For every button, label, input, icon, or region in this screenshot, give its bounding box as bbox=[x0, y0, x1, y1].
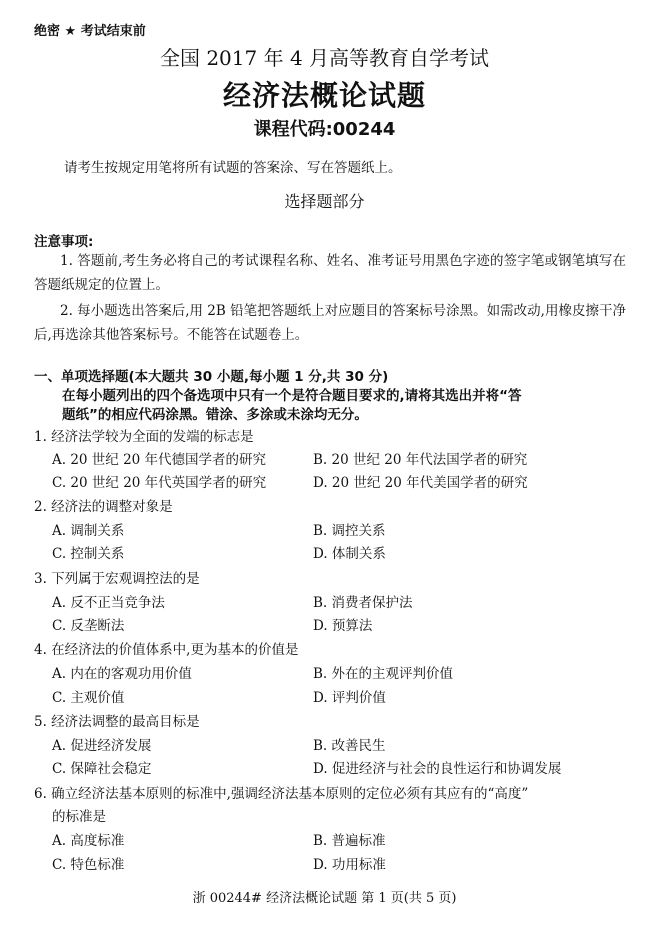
section-heading: 选择题部分 bbox=[284, 192, 365, 211]
question-stem: 5. 经济法调整的最高目标是 bbox=[34, 714, 200, 730]
exam-line: 全国 2017 年 4 月高等教育自学考试 bbox=[159, 46, 490, 70]
part-heading: 一、单项选择题(本大题共 30 小题,每小题 1 分,共 30 分) bbox=[34, 369, 389, 385]
secret-label: 绝密 ★ 考试结束前 bbox=[34, 24, 146, 39]
question-stem: 2. 经济法的调整对象是 bbox=[34, 499, 173, 515]
option-c: C. 主观价值 bbox=[52, 690, 125, 706]
paper-title: 经济法概论试题 bbox=[222, 79, 426, 112]
option-b: B. 消费者保护法 bbox=[313, 595, 413, 611]
question-stem: 1. 经济法学较为全面的发端的标志是 bbox=[34, 429, 254, 445]
option-a: A. 调制关系 bbox=[52, 523, 125, 539]
option-b: B. 调控关系 bbox=[313, 523, 386, 539]
question-stem: 3. 下列属于宏观调控法的是 bbox=[34, 571, 200, 587]
option-a: A. 反不正当竞争法 bbox=[52, 595, 165, 611]
question-stem: 6. 确立经济法基本原则的标准中,强调经济法基本原则的定位必须有其应有的“高度” bbox=[34, 786, 529, 802]
option-d: D. 20 世纪 20 年代美国学者的研究 bbox=[313, 475, 528, 491]
notes-label: 注意事项: bbox=[34, 234, 94, 250]
question-stem-continued: 的标准是 bbox=[52, 809, 106, 825]
option-a: A. 高度标准 bbox=[52, 833, 125, 849]
option-c: C. 特色标准 bbox=[52, 857, 125, 873]
course-code: 课程代码:00244 bbox=[253, 119, 396, 140]
part-instruction: 题纸”的相应代码涂黑。错涂、多涂或未涂均无分。 bbox=[62, 407, 368, 423]
question-stem: 4. 在经济法的价值体系中,更为基本的价值是 bbox=[34, 642, 299, 658]
option-a: A. 20 世纪 20 年代德国学者的研究 bbox=[52, 452, 267, 468]
option-b: B. 改善民生 bbox=[313, 738, 386, 754]
instruction: 请考生按规定用笔将所有试题的答案涂、写在答题纸上。 bbox=[64, 160, 402, 176]
page-footer: 浙 00244# 经济法概论试题 第 1 页(共 5 页) bbox=[192, 891, 457, 906]
option-b: B. 20 世纪 20 年代法国学者的研究 bbox=[313, 452, 528, 468]
option-d: D. 预算法 bbox=[313, 618, 373, 634]
option-d: D. 功用标准 bbox=[313, 857, 386, 873]
option-d: D. 促进经济与社会的良性运行和协调发展 bbox=[313, 761, 562, 777]
option-a: A. 促进经济发展 bbox=[52, 738, 152, 754]
note-item: 1. 答题前,考生务必将自己的考试课程名称、姓名、准考证号用黑色字迹的签字笔或钢笔填写在答题纸规定的位置上。 bbox=[34, 253, 626, 293]
option-c: C. 反垄断法 bbox=[52, 618, 125, 634]
option-d: D. 评判价值 bbox=[313, 690, 386, 706]
option-b: B. 普遍标准 bbox=[313, 833, 386, 849]
option-c: C. 控制关系 bbox=[52, 546, 125, 562]
option-d: D. 体制关系 bbox=[313, 546, 386, 562]
option-c: C. 20 世纪 20 年代英国学者的研究 bbox=[52, 475, 267, 491]
option-b: B. 外在的主观评判价值 bbox=[313, 666, 454, 682]
part-instruction: 在每小题列出的四个备选项中只有一个是符合题目要求的,请将其选出并将“答 bbox=[62, 388, 522, 404]
option-c: C. 保障社会稳定 bbox=[52, 761, 152, 777]
option-a: A. 内在的客观功用价值 bbox=[52, 666, 192, 682]
note-item: 2. 每小题选出答案后,用 2B 铅笔把答题纸上对应题目的答案标号涂黑。如需改动,用橡皮擦干净后,再选涂其他答案标号。不能答在试题卷上。 bbox=[34, 303, 626, 343]
